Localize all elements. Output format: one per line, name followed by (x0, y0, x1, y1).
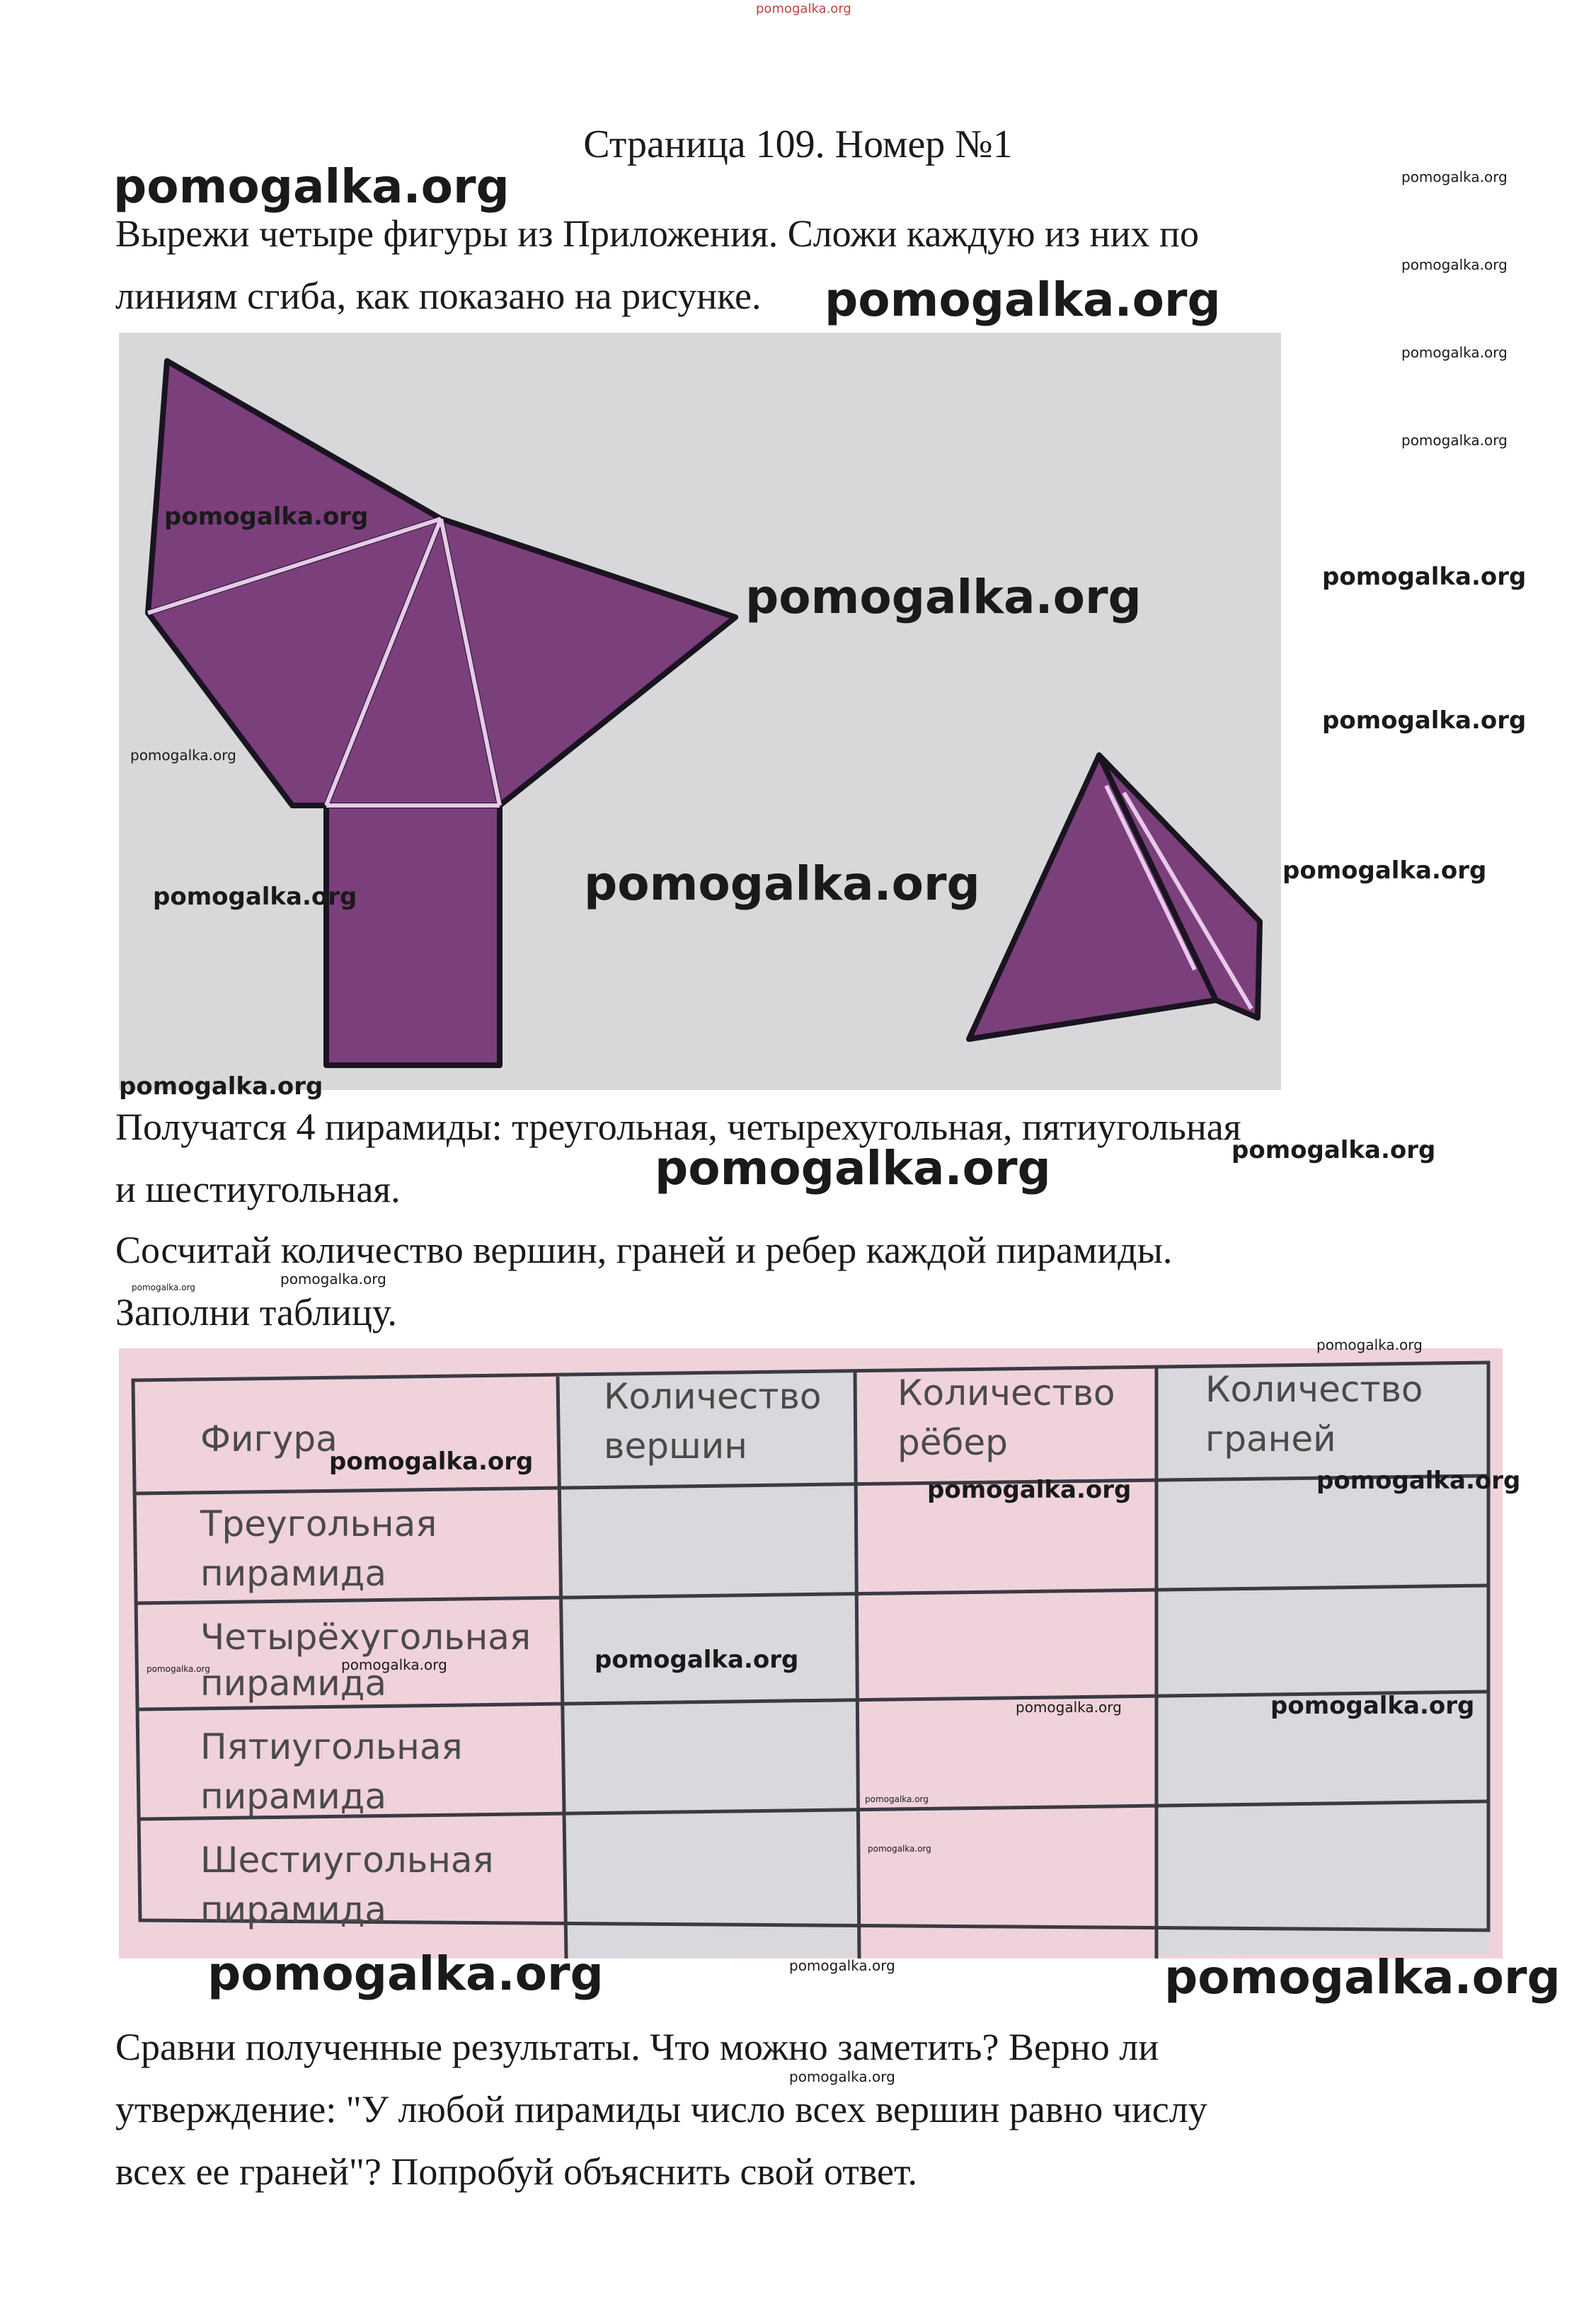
watermark: pomogalka.org (329, 1447, 534, 1476)
watermark: pomogalka.org (868, 1844, 931, 1854)
watermark: pomogalka.org (584, 856, 980, 911)
watermark: pomogalka.org (164, 503, 369, 531)
watermark: pomogalka.org (1232, 1136, 1436, 1164)
watermark: pomogalka.org (595, 1646, 799, 1674)
paragraph2-line1: Получатся 4 пирамиды: треугольная, четырехугольная, пятиугольная (115, 1106, 1241, 1148)
row-hexagonal-line2: пирамида (200, 1889, 386, 1930)
header-figure: Фигура (200, 1418, 338, 1460)
watermark: pomogalka.org (1401, 432, 1508, 449)
watermark: pomogalka.org (207, 1946, 604, 2001)
watermark: pomogalka.org (1282, 856, 1487, 885)
watermark: pomogalka.org (1401, 168, 1508, 185)
row-pentagonal-line1: Пятиугольная (200, 1726, 463, 1767)
watermark: pomogalka.org (1016, 1699, 1122, 1716)
row-triangular-line1: Треугольная (200, 1503, 437, 1544)
watermark: pomogalka.org (130, 747, 236, 764)
watermark: pomogalka.org (655, 1141, 1051, 1195)
watermark: pomogalka.org (825, 273, 1221, 327)
row-pentagonal-line2: пирамида (200, 1776, 386, 1817)
header-vertices-line1: Количество (604, 1376, 822, 1417)
header-vertices-line2: вершин (604, 1426, 747, 1467)
watermark: pomogalka.org (789, 1957, 895, 1974)
watermark: pomogalka.org (119, 1072, 323, 1101)
watermark: pomogalka.org (865, 1794, 929, 1804)
table-photo (119, 1348, 1503, 1959)
row-quadrangular-line2: пирамида (200, 1663, 386, 1704)
row-hexagonal-line1: Шестиугольная (200, 1840, 494, 1881)
watermark: pomogalka.org (1322, 706, 1527, 735)
watermark: pomogalka.org (341, 1656, 447, 1673)
paragraph1-line2: линиям сгиба, как показано на рисунке. (115, 275, 762, 317)
watermark: pomogalka.org (1322, 563, 1527, 591)
row-quadrangular-line1: Четырёхугольная (200, 1617, 532, 1658)
watermark: pomogalka.org (789, 2068, 895, 2085)
watermark: pomogalka.org (927, 1476, 1132, 1504)
watermark: pomogalka.org (147, 1664, 210, 1674)
paragraph2-line2: и шестиугольная. (115, 1168, 401, 1210)
pyramid-net-illustration (119, 333, 1281, 1090)
watermark: pomogalka.org (1270, 1692, 1475, 1720)
paragraph4-line1: Сравни полученные результаты. Что можно заметить? Верно ли (115, 2026, 1159, 2068)
net-base-square (326, 805, 500, 1065)
paragraph3-line1: Сосчитай количество вершин, граней и ребер каждой пирамиды. (115, 1229, 1173, 1271)
watermark: pomogalka.org (280, 1271, 386, 1288)
watermark: pomogalka.org (132, 1283, 195, 1292)
header-edges-line2: рёбер (897, 1422, 1008, 1463)
paragraph1-line1: Вырежи четыре фигуры из Приложения. Сложи каждую из них по (115, 212, 1199, 255)
watermark: pomogalka.org (1401, 344, 1508, 361)
paragraph4-line2: утверждение: "У любой пирамиды число всех вершин равно числу (115, 2088, 1207, 2131)
watermark: pomogalka.org (113, 159, 510, 214)
paragraph3-line2: Заполни таблицу. (115, 1291, 397, 1334)
pyramid-net-photo (119, 333, 1281, 1090)
header-faces-line1: Количество (1205, 1369, 1423, 1410)
page-title: Страница 109. Номер №1 (583, 122, 1013, 166)
header-edges-line1: Количество (897, 1372, 1115, 1413)
watermark: pomogalka.org (1316, 1467, 1521, 1495)
site-label-top: pomogalka.org (756, 1, 851, 16)
header-faces-line2: граней (1205, 1418, 1336, 1460)
paragraph4-line3: всех ее граней"? Попробуй объяснить свой ответ. (115, 2150, 918, 2193)
watermark: pomogalka.org (1401, 256, 1508, 273)
watermark: pomogalka.org (745, 570, 1142, 624)
row-triangular-line2: пирамида (200, 1553, 386, 1594)
watermark: pomogalka.org (153, 883, 357, 911)
watermark: pomogalka.org (1316, 1336, 1423, 1353)
watermark: pomogalka.org (1164, 1950, 1561, 2005)
